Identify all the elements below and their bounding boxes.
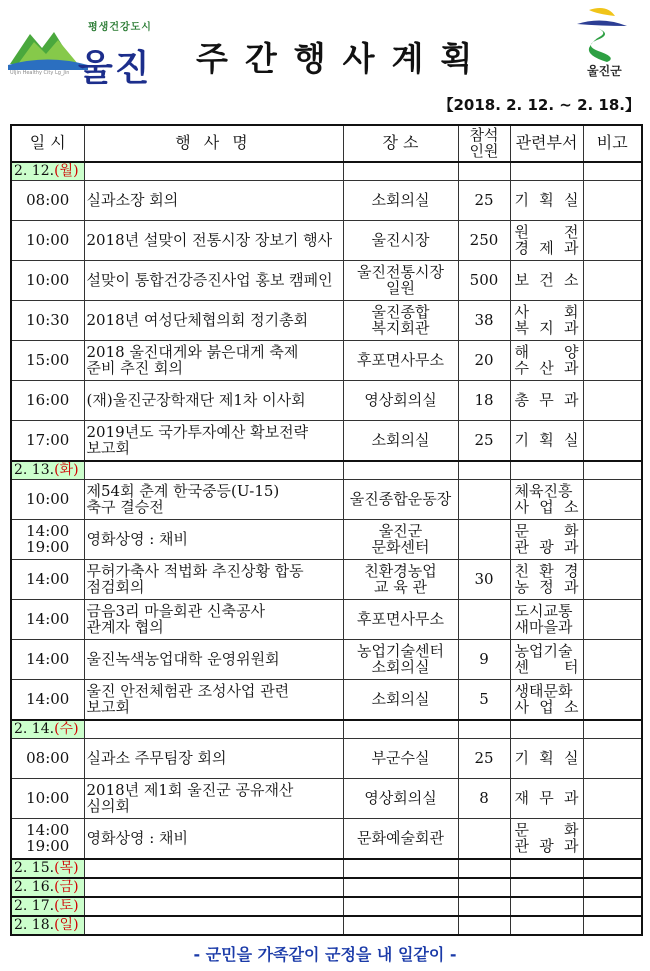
table-row <box>11 261 642 301</box>
event-time: 14:00 19:00 <box>11 520 84 560</box>
table-row <box>11 520 642 560</box>
event-place: 울진종합운동장 <box>343 480 458 520</box>
table-header-row <box>11 125 642 162</box>
dept-line: 사 회 <box>514 302 579 321</box>
dept-line: 체육진흥 <box>514 481 573 500</box>
column-header-event: 행 사 명 <box>84 125 343 162</box>
event-dept <box>510 221 583 261</box>
event-note <box>583 600 642 640</box>
empty-cell <box>343 878 458 897</box>
empty-cell <box>458 162 510 181</box>
table-row <box>11 221 642 261</box>
event-dept <box>510 181 583 221</box>
empty-cell <box>510 162 583 181</box>
event-attendees: 20 <box>458 341 510 381</box>
empty-cell <box>84 720 343 739</box>
event-dept <box>510 261 583 301</box>
event-time: 10:00 <box>11 221 84 261</box>
event-attendees: 500 <box>458 261 510 301</box>
empty-cell <box>458 897 510 916</box>
event-time: 16:00 <box>11 381 84 421</box>
table-row <box>11 381 642 421</box>
dept-line: 해 양 <box>514 342 579 361</box>
event-note <box>583 739 642 779</box>
county-label: 울진군 <box>587 64 622 78</box>
logo-name: 울진 <box>78 48 152 89</box>
dept-line: 사 업 소 <box>514 697 579 716</box>
day-header-row <box>11 878 642 897</box>
mountain-logo-icon <box>8 24 88 70</box>
event-place: 후포면사무소 <box>343 341 458 381</box>
event-attendees: 25 <box>458 181 510 221</box>
table-row <box>11 739 642 779</box>
event-note <box>583 480 642 520</box>
dept-line: 기 획 실 <box>514 430 579 449</box>
event-dept <box>510 640 583 680</box>
empty-cell <box>510 461 583 480</box>
table-row <box>11 421 642 462</box>
event-dept <box>510 480 583 520</box>
empty-cell <box>343 461 458 480</box>
event-name: 실과소장 회의 <box>84 181 343 221</box>
day-date: 2. 16. <box>14 879 55 896</box>
event-note <box>583 341 642 381</box>
event-name: 울진 안전체험관 조성사업 관련 보고회 <box>84 680 343 721</box>
event-note <box>583 301 642 341</box>
empty-cell <box>343 720 458 739</box>
day-weekday: (일) <box>54 917 79 934</box>
empty-cell <box>84 859 343 878</box>
day-date: 2. 17. <box>14 898 55 915</box>
event-dept <box>510 341 583 381</box>
event-name: 울진녹색농업대학 운영위원회 <box>84 640 343 680</box>
event-attendees: 38 <box>458 301 510 341</box>
dept-line: 경 제 과 <box>514 238 579 257</box>
day-weekday: (목) <box>54 860 79 877</box>
event-place: 농업기술센터 소회의실 <box>343 640 458 680</box>
event-time: 15:00 <box>11 341 84 381</box>
empty-cell <box>583 916 642 935</box>
day-label <box>11 461 84 480</box>
empty-cell <box>343 916 458 935</box>
day-header-row <box>11 720 642 739</box>
event-place: 영상회의실 <box>343 779 458 819</box>
event-attendees <box>458 520 510 560</box>
empty-cell <box>510 720 583 739</box>
dept-line: 문 화 <box>514 521 579 540</box>
empty-cell <box>458 720 510 739</box>
event-note <box>583 640 642 680</box>
day-header-row <box>11 461 642 480</box>
day-header-row <box>11 897 642 916</box>
event-place: 울진군 문화센터 <box>343 520 458 560</box>
event-note <box>583 520 642 560</box>
dept-line: 도시교통 <box>514 601 573 620</box>
dept-line: 수 산 과 <box>514 358 579 377</box>
event-note <box>583 381 642 421</box>
event-time: 14:00 <box>11 680 84 721</box>
event-place: 문화예술회관 <box>343 819 458 860</box>
event-dept <box>510 819 583 860</box>
dept-line: 복 지 과 <box>514 318 579 337</box>
dept-line: 보 건 소 <box>514 270 579 289</box>
event-attendees: 250 <box>458 221 510 261</box>
table-row <box>11 480 642 520</box>
footer-slogan: - 군민을 가족같이 군정을 내 일같이 - <box>193 945 457 964</box>
table-row <box>11 819 642 860</box>
day-date: 2. 18. <box>14 917 55 934</box>
dept-line: 새마을과 <box>514 617 573 636</box>
empty-cell <box>84 916 343 935</box>
empty-cell <box>458 878 510 897</box>
dept-line: 농 정 과 <box>514 577 579 596</box>
event-time: 10:30 <box>11 301 84 341</box>
day-label <box>11 859 84 878</box>
empty-cell <box>510 897 583 916</box>
day-weekday: (토) <box>54 898 79 915</box>
dept-line: 기 획 실 <box>514 190 579 209</box>
event-note <box>583 560 642 600</box>
day-date: 2. 15. <box>14 860 55 877</box>
event-dept <box>510 520 583 560</box>
event-time: 14:00 19:00 <box>11 819 84 860</box>
event-note <box>583 261 642 301</box>
event-time: 14:00 <box>11 640 84 680</box>
dept-line: 친 환 경 <box>514 561 579 580</box>
empty-cell <box>84 162 343 181</box>
event-place: 소회의실 <box>343 181 458 221</box>
empty-cell <box>583 897 642 916</box>
event-note <box>583 680 642 721</box>
column-header-dept: 관련부서 <box>510 125 583 162</box>
event-place: 후포면사무소 <box>343 600 458 640</box>
table-row <box>11 640 642 680</box>
table-row <box>11 560 642 600</box>
event-attendees <box>458 480 510 520</box>
uljin-county-emblem <box>563 6 643 82</box>
event-time: 14:00 <box>11 600 84 640</box>
empty-cell <box>343 859 458 878</box>
table-row <box>11 779 642 819</box>
empty-cell <box>510 878 583 897</box>
uljin-healthy-city-logo <box>8 18 176 89</box>
event-name: 2018 울진대게와 붉은대게 축제 준비 추진 회의 <box>84 341 343 381</box>
empty-cell <box>84 897 343 916</box>
table-row <box>11 600 642 640</box>
event-dept <box>510 600 583 640</box>
day-weekday: (수) <box>54 721 79 738</box>
day-header-row <box>11 162 642 181</box>
event-name: 영화상영 : 채비 <box>84 819 343 860</box>
event-attendees <box>458 600 510 640</box>
day-label <box>11 916 84 935</box>
empty-cell <box>510 916 583 935</box>
event-place: 소회의실 <box>343 680 458 721</box>
event-place: 울진전통시장 일원 <box>343 261 458 301</box>
event-note <box>583 181 642 221</box>
event-name: 무허가축사 적법화 추진상황 합동 점검회의 <box>84 560 343 600</box>
event-dept <box>510 421 583 462</box>
empty-cell <box>458 916 510 935</box>
event-dept <box>510 560 583 600</box>
event-place: 친환경농업 교 육 관 <box>343 560 458 600</box>
event-time: 08:00 <box>11 739 84 779</box>
event-name: 2019년도 국가투자예산 확보전략 보고회 <box>84 421 343 462</box>
event-name: 금음3리 마을회관 신축공사 관계자 협의 <box>84 600 343 640</box>
empty-cell <box>458 461 510 480</box>
event-name: 설맞이 통합건강증진사업 홍보 캠페인 <box>84 261 343 301</box>
event-dept <box>510 680 583 721</box>
event-note <box>583 779 642 819</box>
event-name: (재)울진군장학재단 제1차 이사회 <box>84 381 343 421</box>
dept-line: 관 광 과 <box>514 537 579 556</box>
event-place: 울진종합 복지회관 <box>343 301 458 341</box>
event-attendees: 18 <box>458 381 510 421</box>
event-attendees: 5 <box>458 680 510 721</box>
dept-line: 총 무 과 <box>514 390 579 409</box>
day-weekday: (화) <box>54 462 79 479</box>
empty-cell <box>343 897 458 916</box>
empty-cell <box>583 720 642 739</box>
empty-cell <box>343 162 458 181</box>
dept-line: 원 전 <box>514 222 579 241</box>
empty-cell <box>458 859 510 878</box>
day-label <box>11 162 84 181</box>
column-header-attendees: 참석 인원 <box>458 125 510 162</box>
day-header-row <box>11 859 642 878</box>
day-label <box>11 878 84 897</box>
event-time: 17:00 <box>11 421 84 462</box>
event-place: 부군수실 <box>343 739 458 779</box>
event-name: 2018년 여성단체협의회 정기총회 <box>84 301 343 341</box>
page-title: 주간행사계획 <box>196 39 490 78</box>
dept-line: 사 업 소 <box>514 497 579 516</box>
event-name: 영화상영 : 채비 <box>84 520 343 560</box>
day-label <box>11 720 84 739</box>
event-attendees: 8 <box>458 779 510 819</box>
day-date: 2. 14. <box>14 721 55 738</box>
dept-line: 문 화 <box>514 820 579 839</box>
event-place: 영상회의실 <box>343 381 458 421</box>
event-time: 08:00 <box>11 181 84 221</box>
table-row <box>11 680 642 721</box>
table-row <box>11 181 642 221</box>
event-attendees <box>458 819 510 860</box>
column-header-place: 장 소 <box>343 125 458 162</box>
event-name: 제54회 춘계 한국중등(U-15) 축구 결승전 <box>84 480 343 520</box>
county-emblem-icon <box>567 6 637 62</box>
event-dept <box>510 739 583 779</box>
dept-line: 생태문화 <box>514 681 573 700</box>
event-attendees: 9 <box>458 640 510 680</box>
event-name: 2018년 제1회 울진군 공유재산 심의회 <box>84 779 343 819</box>
day-date: 2. 13. <box>14 462 55 479</box>
empty-cell <box>583 878 642 897</box>
event-attendees: 25 <box>458 421 510 462</box>
day-date: 2. 12. <box>14 163 55 180</box>
event-attendees: 25 <box>458 739 510 779</box>
empty-cell <box>510 859 583 878</box>
event-time: 14:00 <box>11 560 84 600</box>
event-place: 소회의실 <box>343 421 458 462</box>
day-weekday: (월) <box>54 163 79 180</box>
column-header-note: 비고 <box>583 125 642 162</box>
dept-line: 관 광 과 <box>514 836 579 855</box>
event-time: 10:00 <box>11 261 84 301</box>
event-attendees: 30 <box>458 560 510 600</box>
dept-line: 기 획 실 <box>514 748 579 767</box>
event-note <box>583 819 642 860</box>
day-weekday: (금) <box>54 879 79 896</box>
day-header-row <box>11 916 642 935</box>
event-dept <box>510 381 583 421</box>
logo-subtitle: Uljin Healthy City Lg_Jin <box>10 70 70 76</box>
column-header-date: 일 시 <box>11 125 84 162</box>
event-name: 2018년 설맞이 전통시장 장보기 행사 <box>84 221 343 261</box>
logo-slogan: 평생건강도시 <box>88 22 152 33</box>
empty-cell <box>583 859 642 878</box>
event-place: 울진시장 <box>343 221 458 261</box>
event-note <box>583 421 642 462</box>
dept-line: 재 무 과 <box>514 788 579 807</box>
event-dept <box>510 301 583 341</box>
empty-cell <box>84 461 343 480</box>
empty-cell <box>583 162 642 181</box>
table-row <box>11 341 642 381</box>
event-time: 10:00 <box>11 779 84 819</box>
document-header <box>0 0 650 114</box>
event-name: 실과소 주무팀장 회의 <box>84 739 343 779</box>
dept-line: 센 터 <box>514 657 579 676</box>
event-dept <box>510 779 583 819</box>
schedule-period: 【2018. 2. 12. ~ 2. 18.】 <box>438 96 640 114</box>
empty-cell <box>583 461 642 480</box>
dept-line: 농업기술 <box>514 641 573 660</box>
event-time: 10:00 <box>11 480 84 520</box>
event-note <box>583 221 642 261</box>
table-row <box>11 301 642 341</box>
day-label <box>11 897 84 916</box>
empty-cell <box>84 878 343 897</box>
weekly-schedule-table <box>10 124 643 936</box>
